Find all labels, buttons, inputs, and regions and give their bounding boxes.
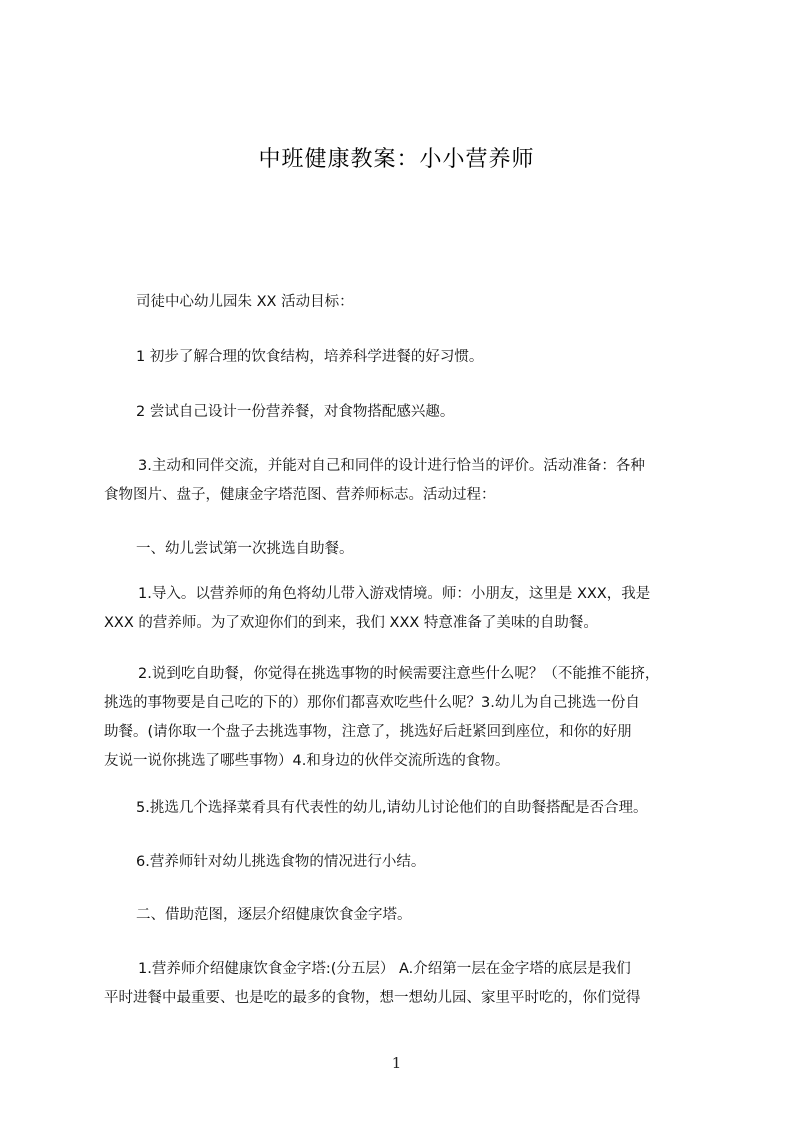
text-line: 2 尝试自己设计一份营养餐，对食物搭配感兴趣。 xyxy=(136,404,455,420)
text-line: XXX 的营养师。为了欢迎你们的到来，我们 XXX 特意准备了美味的自助餐。 xyxy=(104,615,598,631)
text-line: 6.营养师针对幼儿挑选食物的情况进行小结。 xyxy=(136,854,426,870)
paragraph-step-6 xyxy=(104,848,704,877)
paragraph-objective-3 xyxy=(104,452,704,510)
text-line: 2.说到吃自助餐，你觉得在挑选事物的时候需要注意些什么呢？（不能推不能挤， xyxy=(138,666,660,682)
text-line: 助餐。(请你取一个盘子去挑选事物，注意了，挑选好后赶紧回到座位，和你的好朋 xyxy=(104,724,632,740)
paragraph-author-objectives xyxy=(104,288,704,317)
text-line: 1 初步了解合理的饮食结构，培养科学进餐的好习惯。 xyxy=(136,349,484,365)
paragraph-objective-1 xyxy=(104,343,704,372)
text-line: 1.营养师介绍健康饮食金字塔:(分五层） A.介绍第一层在金字塔的底层是我们 xyxy=(138,961,631,977)
paragraph-step-5 xyxy=(104,794,704,823)
page-number: 1 xyxy=(391,1054,402,1072)
text-line: 食物图片、盘子，健康金字塔范图、营养师标志。活动过程： xyxy=(104,487,496,503)
text-line: 5.挑选几个选择菜肴具有代表性的幼儿,请幼儿讨论他们的自助餐搭配是否合理。 xyxy=(136,800,648,816)
text-line: 1.导入。以营养师的角色将幼儿带入游戏情境。师：小朋友，这里是 XXX，我是 xyxy=(138,586,651,602)
paragraph-objective-2 xyxy=(104,398,704,427)
section-heading-1 xyxy=(104,535,704,564)
paragraph-pyramid-intro xyxy=(104,955,704,1013)
paragraph-step-2 xyxy=(104,660,704,776)
section-heading-2 xyxy=(104,901,704,930)
text-line: 司徒中心幼儿园朱 XX 活动目标： xyxy=(136,294,354,310)
text-line: 一、幼儿尝试第一次挑选自助餐。 xyxy=(136,541,354,557)
document-title: 中班健康教案：小小营养师 xyxy=(258,147,535,172)
text-line: 挑选的事物要是自己吃的下的）那你们都喜欢吃些什么呢？3.幼儿为自己挑选一份自 xyxy=(104,695,640,711)
text-line: 二、借助范图，逐层介绍健康饮食金字塔。 xyxy=(136,907,412,923)
text-line: 3.主动和同伴交流，并能对自己和同伴的设计进行恰当的评价。活动准备：各种 xyxy=(138,458,645,474)
text-line: 平时进餐中最重要、也是吃的最多的食物，想一想幼儿园、家里平时吃的，你们觉得 xyxy=(104,990,641,1006)
paragraph-step-1 xyxy=(104,580,704,638)
text-line: 友说一说你挑选了哪些事物）4.和身边的伙伴交流所选的食物。 xyxy=(104,753,510,769)
